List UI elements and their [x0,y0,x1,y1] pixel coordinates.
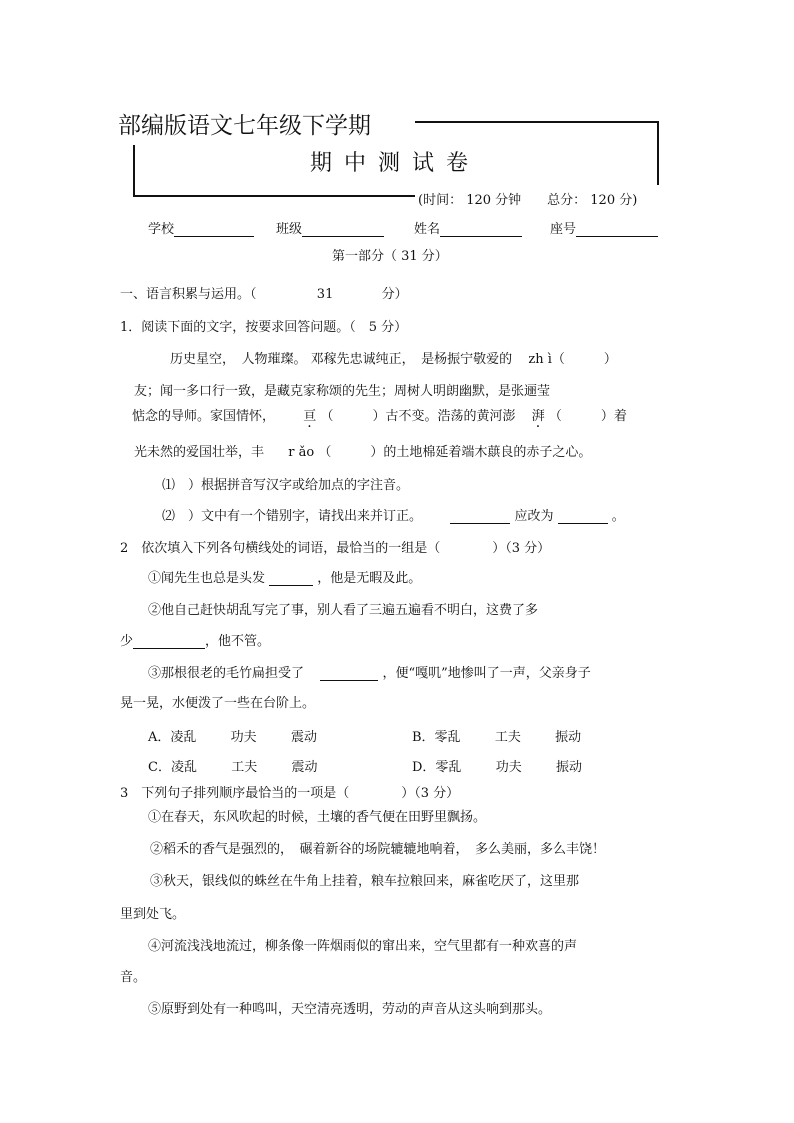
q3-sentence-3b: 里到处飞。 [120,907,186,922]
q2-sentence-3a [148,662,591,681]
q2-text: ，他是无暇及此。 [317,571,422,586]
q2-text: ①闻先生也总是头发 [148,571,266,586]
section-title-text: 一、语言积累与运用。（ [120,287,257,302]
option-a[interactable] [148,726,317,745]
school-field[interactable] [148,218,254,237]
left-rule [133,145,135,197]
q1-text: （ ）着 [548,409,627,424]
section-score: 31 [316,287,334,302]
q1-text: 应改为 [514,509,554,524]
subject-title: 部编版语文七年级下学期 [118,113,371,139]
q1-text: ⑵ ）文中有一个错别字，请找出来并订正。 [162,509,423,524]
q1-line-3 [132,405,627,424]
q2-sentence-2b [120,630,270,649]
right-rule [657,121,659,185]
q1-text: （ ）古不变。浩荡的黄河澎 [320,409,516,424]
q2-text: 少 [120,634,134,649]
q2-blank-1[interactable] [269,571,313,586]
option-label: C．凌乱 [148,760,197,775]
q2-sentence-1 [148,567,421,586]
option-word: 工夫 [494,730,521,745]
q2-title: 2 依次填入下列各句横线处的词语，最恰当的一组是（ ）（3 分） [120,541,551,556]
q1-sub-1: ⑴ ）根据拼音写汉字或给加点的字注音。 [162,478,410,493]
name-field[interactable] [414,218,522,237]
option-label: B．零乱 [412,730,461,745]
option-c[interactable] [148,756,318,775]
q3-title: 3 下列句子排列顺序最恰当的一项是（ ）（3 分） [120,786,460,801]
q2-text: ，便“嘎叽”地惨叫了一声，父亲身子 [382,666,591,681]
name-label: 姓名 [414,222,441,237]
q2-blank-3[interactable] [320,666,378,681]
q1-dotted-char: 湃 [531,409,545,424]
q1-sub-2 [162,505,625,524]
exam-title: 期中测试卷 [310,151,481,176]
q3-sentence-3a: ③秋天，银线似的蛛丝在牛角上挂着，粮车拉粮回来，麻雀吃厌了，这里那 [150,874,580,889]
q2-sentence-3b: 晃一晃，水便泼了一些在台阶上。 [120,696,316,711]
option-word: 工夫 [231,760,258,775]
option-word: 振动 [556,760,583,775]
q1-text: 历史星空， 人物璀璨。 邓稼先忠诚纯正， 是杨振宁敬爱的 [170,352,513,367]
bottom-rule [133,195,415,197]
q1-text: 。 [611,509,625,524]
q1-text: 惦念的导师。家国情怀， [132,409,276,424]
q3-sentence-4b: 音。 [120,970,147,985]
q3-sentence-2: ②稻禾的香气是强烈的， 碾着新谷的场院辘辘地响着， 多么美丽，多么丰饶！ [150,842,606,857]
q2-text: ，他不管。 [205,634,271,649]
class-field[interactable] [276,218,384,237]
q1-pinyin-blank[interactable]: zh ì（ ） [528,352,617,367]
option-word: 功夫 [495,760,522,775]
q1-title: 1．阅读下面的文字，按要求回答问题。（ 5 分） [120,320,408,335]
seat-field[interactable] [550,218,658,237]
wrong-char-blank[interactable] [450,509,510,524]
class-label: 班级 [276,222,303,237]
part-one-heading: 第一部分（ 31 分） [332,249,448,264]
option-word: 震动 [291,760,318,775]
q1-pinyin: r ǎo [288,445,315,460]
section-one-title [120,283,408,302]
option-label: A．凌乱 [148,730,197,745]
option-word: 震动 [290,730,317,745]
q3-sentence-5: ⑤原野到处有一种鸣叫，天空清亮透明，劳动的声音从这头响到那头。 [148,1002,552,1017]
option-word: 振动 [555,730,582,745]
class-blank[interactable] [302,222,384,237]
correct-char-blank[interactable] [558,509,608,524]
option-d[interactable] [412,756,582,775]
school-label: 学校 [148,222,175,237]
option-label: D．零乱 [412,760,462,775]
option-b[interactable] [412,726,581,745]
q1-line-2: 友；闻一多口行一致，是藏克家称颂的先生；周树人明朗幽默，是张逦莹 [134,384,551,399]
q1-text: （ ）的土地棉延着端木蕻良的赤子之心。 [318,445,592,460]
name-blank[interactable] [440,222,522,237]
q2-sentence-2a: ②他自己赶快胡乱写完了事，别人看了三遍五遍看不明白，这费了多 [148,603,539,618]
q3-sentence-1: ①在春天，东风吹起的时候，土壤的香气便在田野里飘扬。 [148,810,487,825]
section-unit: 分） [381,287,408,302]
option-word: 功夫 [230,730,257,745]
seat-blank[interactable] [576,222,658,237]
school-blank[interactable] [174,222,254,237]
q1-text: 光未然的爱国壮举，丰 [134,445,265,460]
q1-line-4 [134,441,591,460]
q3-sentence-4a: ④河流浅浅地流过，柳条像一阵烟雨似的窜出来，空气里都有一种欢喜的声 [148,939,578,954]
q1-dotted-char: 亘 [303,409,317,424]
q1-line-1 [170,348,617,367]
q2-text: ③那根很老的毛竹扁担受了 [148,666,305,681]
time-total: (时间： 120 分钟 总分： 120 分) [418,193,638,208]
top-rule [415,121,659,123]
q2-blank-2[interactable] [133,634,205,649]
seat-label: 座号 [550,222,577,237]
